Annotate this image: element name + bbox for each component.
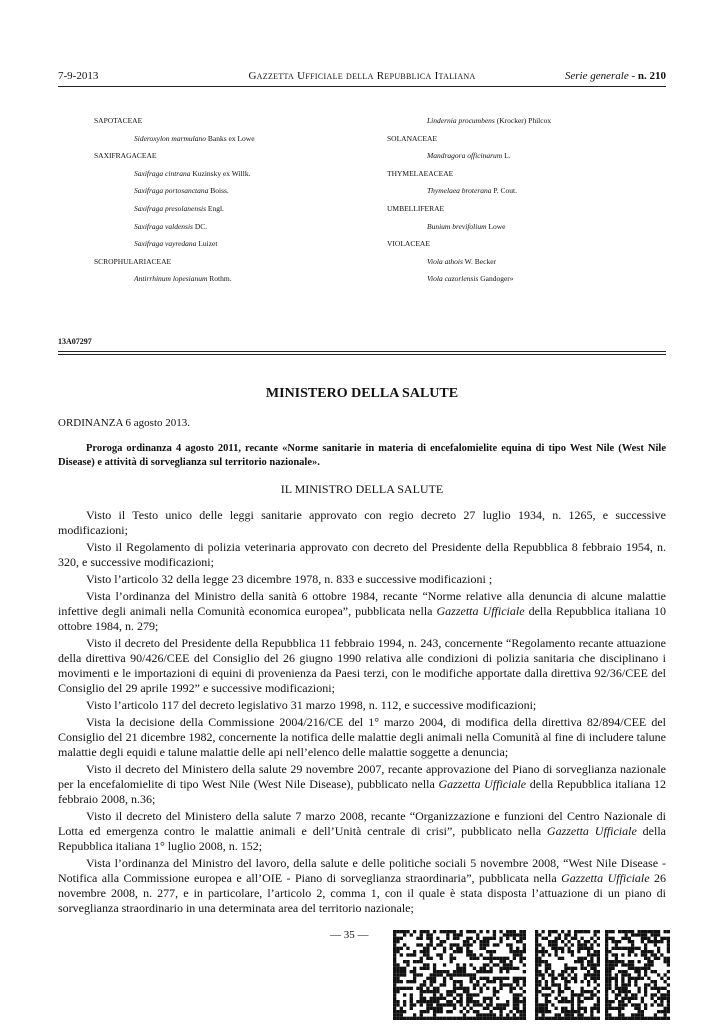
gazette-reference: Gazzetta Ufficiale xyxy=(436,604,525,618)
plant-family: THYMELAEACEAE xyxy=(387,168,454,178)
species-author: Lowe xyxy=(488,221,506,231)
paragraph-text: Visto il decreto del Ministero della salute 7 marzo 2008, recante “Organizzazione e funzioni del Centro Nazionale di Lotta ed emergenza contro le malattie animali e dell’Unità centrale di crisi”, pubblicato nella xyxy=(58,809,666,838)
plant-species xyxy=(387,270,551,288)
species-name: Sideroxylon marmulano xyxy=(134,133,207,143)
page-number: — 35 — xyxy=(330,929,369,941)
species-name: Antirrhinum lopesianum xyxy=(134,274,208,284)
body-paragraph xyxy=(58,856,666,916)
plant-family: SAPOTACEAE xyxy=(94,116,143,125)
issue-number: n. 210 xyxy=(637,70,666,82)
species-name: Saxifraga portosanctana xyxy=(134,186,209,196)
paragraph-text: della Repubblica italiana 1° luglio 2008, n. 152; xyxy=(58,824,666,853)
header-rule xyxy=(58,86,666,87)
plant-species xyxy=(94,130,255,148)
paragraph-text: 26 novembre 2008, n. 277, e in particolare, l’articolo 2, comma 1, con il quale è stata disposta l’attuazione di un piano di sorveglianza straordinario in una determinata area del territorio nazionale; xyxy=(58,871,666,915)
species-author: Engl. xyxy=(207,203,224,213)
minister-heading: IL MINISTRO DELLA SALUTE xyxy=(280,482,444,496)
plant-species xyxy=(387,112,551,130)
plant-species xyxy=(94,270,255,288)
plant-family: VIOLACEAE xyxy=(387,239,430,249)
datamatrix-code-2 xyxy=(535,930,600,1020)
plant-species xyxy=(387,147,551,165)
series-label: Serie generale xyxy=(564,70,629,82)
body-paragraph xyxy=(58,540,666,570)
gazette-reference: Gazzetta Ufficiale xyxy=(438,777,527,791)
plant-species xyxy=(94,165,255,183)
plant-family: SCROPHULARIACEAE xyxy=(94,256,172,266)
ordinance-date: ORDINANZA 6 agosto 2013. xyxy=(58,417,190,429)
header-series: Serie generale - n. 210 xyxy=(564,70,666,82)
plant-family: SAXIFRAGACEAE xyxy=(94,151,157,161)
paragraph-text: Visto il decreto del Ministero della salute 29 novembre 2007, recante approvazione del Piano di sorveglianza nazionale per la encefalomielite di tipo West Nile (West Nile Disease), pubblicato nella xyxy=(58,762,666,791)
species-author: (Krocker) Philcox xyxy=(496,116,552,125)
paragraph-text: Vista la decisione della Commissione 2004/216/CE del 1° marzo 2004, di modifica della direttiva 82/894/CEE del Consiglio del 21 dicembre 1982, concernente la notifica delle malattie degli animali nella Comunità al fine di includere talune malattie degli equidi e talune malattie delle api nell’elenco delle malattie soggette a denuncia; xyxy=(58,715,666,759)
plant-list-left xyxy=(94,112,255,288)
body-paragraph xyxy=(58,762,666,807)
plant-list-right xyxy=(387,112,551,288)
species-name: Saxifraga presolanensis xyxy=(134,203,207,213)
section-rule-2 xyxy=(58,354,666,355)
datamatrix-code-3 xyxy=(605,930,670,1020)
page-header xyxy=(58,70,666,86)
species-author: W. Becker xyxy=(464,256,497,266)
species-author: Kuzinsky ex Willk. xyxy=(192,168,251,178)
paragraph-text: Visto il Testo unico delle leggi sanitarie approvato con regio decreto 27 luglio 1934, n. 1265, e successive modificazioni; xyxy=(58,508,666,537)
species-author: P. Cout. xyxy=(493,186,517,196)
species-name: Viola athois xyxy=(427,256,463,266)
species-author: Gandoger» xyxy=(480,274,514,284)
body-paragraph xyxy=(58,589,666,634)
section-rule-1 xyxy=(58,351,666,352)
species-author: DC. xyxy=(194,221,208,231)
paragraph-text: Visto il decreto del Presidente della Repubblica 11 febbraio 1994, n. 243, concernente “Regolamento recante attuazione della direttiva 90/426/CEE del Consiglio del 26 giugno 1990 relativa alle condizioni di polizia sanitaria che disciplinano i movimenti e le importazioni di equini di provenienza da Paesi terzi, con le modifiche apportate dalla direttiva 92/36/CEE del Consiglio del 29 aprile 1992” e successive modificazioni; xyxy=(58,636,666,695)
species-author: Banks ex Lowe xyxy=(207,133,255,143)
paragraph-text: Vista l’ordinanza del Ministro del lavoro, della salute e delle politiche sociali 5 novembre 2008, “West Nile Disease - Notifica alla Commissione europea e all’OIE - Piano di sorveglianza straordinaria”, pubblicata nella xyxy=(58,856,666,885)
body-paragraph xyxy=(58,809,666,854)
paragraph-text: Visto il Regolamento di polizia veterinaria approvato con decreto del Presidente della Repubblica 8 febbraio 1954, n. 320, e successive modificazioni; xyxy=(58,540,666,569)
paragraph-text: Visto l’articolo 32 della legge 23 dicembre 1978, n. 833 e successive modificazioni ; xyxy=(86,572,493,586)
body-paragraph xyxy=(58,636,666,696)
header-date: 7-9-2013 xyxy=(58,70,99,82)
paragraph-text: della Repubblica italiana 10 ottobre 1984, n. 279; xyxy=(58,604,666,633)
plant-species xyxy=(94,182,255,200)
species-author: Rothm. xyxy=(209,274,232,284)
datamatrix-code-1 xyxy=(393,930,526,1020)
species-name: Lindernia procumbens xyxy=(427,116,495,125)
reference-code: 13A07297 xyxy=(58,337,92,346)
paragraph-text: Vista l’ordinanza del Ministro della sanità 6 ottobre 1984, recante “Norme relative alla denuncia di alcune malattie infettive degli animali nella Comunità economica europea”, pubblicata nella xyxy=(58,589,666,618)
body-paragraph xyxy=(58,508,666,538)
plant-family: SOLANACEAE xyxy=(387,133,437,143)
species-name: Mandragora officinarum xyxy=(427,151,503,161)
body-paragraph xyxy=(58,572,666,587)
header-title: Gazzetta Ufficiale della Repubblica Italiana xyxy=(248,70,476,82)
paragraph-text: della Repubblica italiana 12 febbraio 2008, n.36; xyxy=(58,777,666,806)
plant-species xyxy=(387,253,551,271)
species-name: Viola cazorlensis xyxy=(427,274,479,284)
body-paragraph xyxy=(58,698,666,713)
species-name: Bunium brevifolium xyxy=(427,221,487,231)
ordinance-summary: Proroga ordinanza 4 agosto 2011, recante «Norme sanitarie in materia di encefalomielite equina di tipo West Nile (West Nile Disease) e attività di sorveglianza sul territorio nazionale». xyxy=(58,443,666,468)
plant-species xyxy=(94,218,255,236)
plant-species xyxy=(94,235,255,253)
gazette-reference: Gazzetta Ufficiale xyxy=(546,824,637,838)
species-name: Saxifraga valdensis xyxy=(134,221,193,231)
paragraph-text: Visto l’articolo 117 del decreto legislativo 31 marzo 1998, n. 112, e successive modificazioni; xyxy=(86,698,537,712)
plant-species xyxy=(387,218,551,236)
species-author: L. xyxy=(504,151,511,161)
species-name: Thymelaea broterana xyxy=(427,186,492,196)
body-paragraph xyxy=(58,715,666,760)
ordinance-body xyxy=(58,508,666,918)
species-name: Saxifraga cintrana xyxy=(134,168,191,178)
species-name: Saxifraga vayredana xyxy=(134,239,197,249)
gazette-reference: Gazzetta Ufficiale xyxy=(561,871,650,885)
species-author: Boiss. xyxy=(210,186,229,196)
plant-family: UMBELLIFERAE xyxy=(387,203,445,213)
species-author: Luizet xyxy=(198,239,218,249)
ministry-title: MINISTERO DELLA SALUTE xyxy=(265,386,459,401)
plant-species xyxy=(94,200,255,218)
plant-species xyxy=(387,182,551,200)
